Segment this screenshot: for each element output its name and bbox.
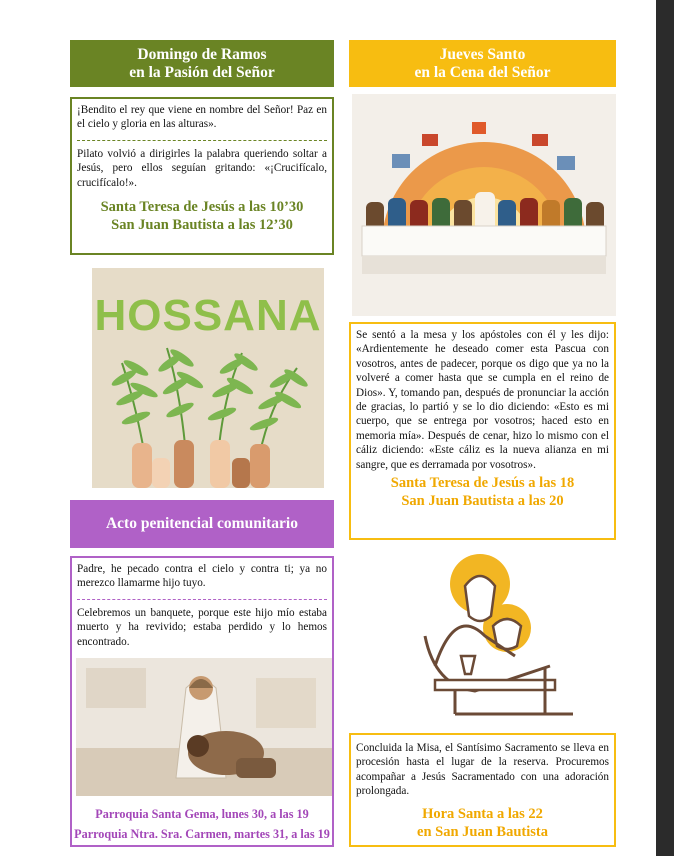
adoracion-text: Concluida la Misa, el Santísimo Sacramento se lleva en procesión hasta el lugar de la reserva. Procuremos acompañar a Jesús Sacramentado con una adoración prolongada. — [356, 742, 609, 798]
jueves-text-box — [349, 322, 616, 540]
penitencial-divider — [77, 599, 327, 600]
penitencial-schedule-2: Parroquia Ntra. Sra. Carmen, martes 31, a las 19 — [74, 827, 330, 841]
penitencial-title: Acto penitencial comunitario — [105, 515, 298, 532]
penitencial-quote1: Padre, he pecado contra el cielo y contra ti; ya no merezco llamarme hijo tuyo. — [77, 563, 327, 590]
viewer-scrollbar[interactable] — [656, 0, 674, 856]
jueves-title-line1: Jueves Santo — [439, 45, 526, 63]
jesus-john-illustration — [395, 546, 575, 724]
jueves-title-line2: en la Cena del Señor — [414, 63, 551, 81]
jueves-schedule — [356, 474, 609, 510]
ramos-schedule-1: Santa Teresa de Jesús a las 10’30 — [100, 199, 304, 216]
penitencial-schedule — [72, 804, 332, 844]
last-supper-image — [352, 94, 616, 316]
jueves-header — [349, 40, 616, 87]
prodigal-son-image — [76, 658, 332, 796]
ramos-text-box — [70, 97, 334, 255]
penitencial-schedule-1: Parroquia Santa Gema, lunes 30, a las 19 — [95, 807, 309, 821]
ramos-title-line2: en la Pasión del Señor — [129, 63, 275, 81]
jueves-schedule-1: Santa Teresa de Jesús a las 18 — [390, 475, 575, 492]
ramos-title-line1: Domingo de Ramos — [137, 45, 267, 63]
hossana-illustration — [92, 268, 324, 488]
ramos-quote1: ¡Bendito el rey que viene en nombre del Señor! Paz en el cielo y gloria en las alturas». — [77, 104, 327, 131]
penitencial-quote2: Celebremos un banquete, porque este hijo mío estaba muerto y ha revivido; estaba perdido y lo hemos encontrado. — [77, 606, 327, 648]
hossana-word: HOSSANA — [94, 291, 322, 340]
ramos-quote2: Pilato volvió a dirigirles la palabra queriendo soltar a Jesús, pero ellos seguían gritando: «¡Crucifícalo, crucifícalo!». — [77, 147, 327, 189]
adoracion-schedule — [356, 805, 609, 841]
penitencial-header — [70, 500, 334, 548]
jueves-schedule-2: San Juan Bautista a las 20 — [401, 493, 564, 510]
ramos-header — [70, 40, 334, 87]
ramos-divider — [77, 140, 327, 141]
adoracion-schedule-1: Hora Santa a las 22 — [422, 805, 543, 822]
adoracion-schedule-2: en San Juan Bautista — [417, 823, 548, 840]
jueves-quote: Se sentó a la mesa y los apóstoles con él y les dijo: «Ardientemente he deseado comer esta Pascua con vosotros, antes de padecer, porque os digo que ya no la volveré a comer hasta que se cumpla en el reino de Dios». Y, tomando pan, después de pronunciar la acción de gracias, lo partió y se lo dio diciendo: «Esto es mi cuerpo, que se entrega por vosotros; haced esto en memoria mía». Después de cenar, hizo lo mismo con el cáliz diciendo: «Este cáliz es la nueva alianza en mi sangre, que es derramada por vosotros». — [356, 329, 609, 471]
ramos-schedule — [77, 198, 327, 234]
ramos-schedule-2: San Juan Bautista a las 12’30 — [111, 217, 293, 234]
adoracion-text-box — [349, 733, 616, 847]
